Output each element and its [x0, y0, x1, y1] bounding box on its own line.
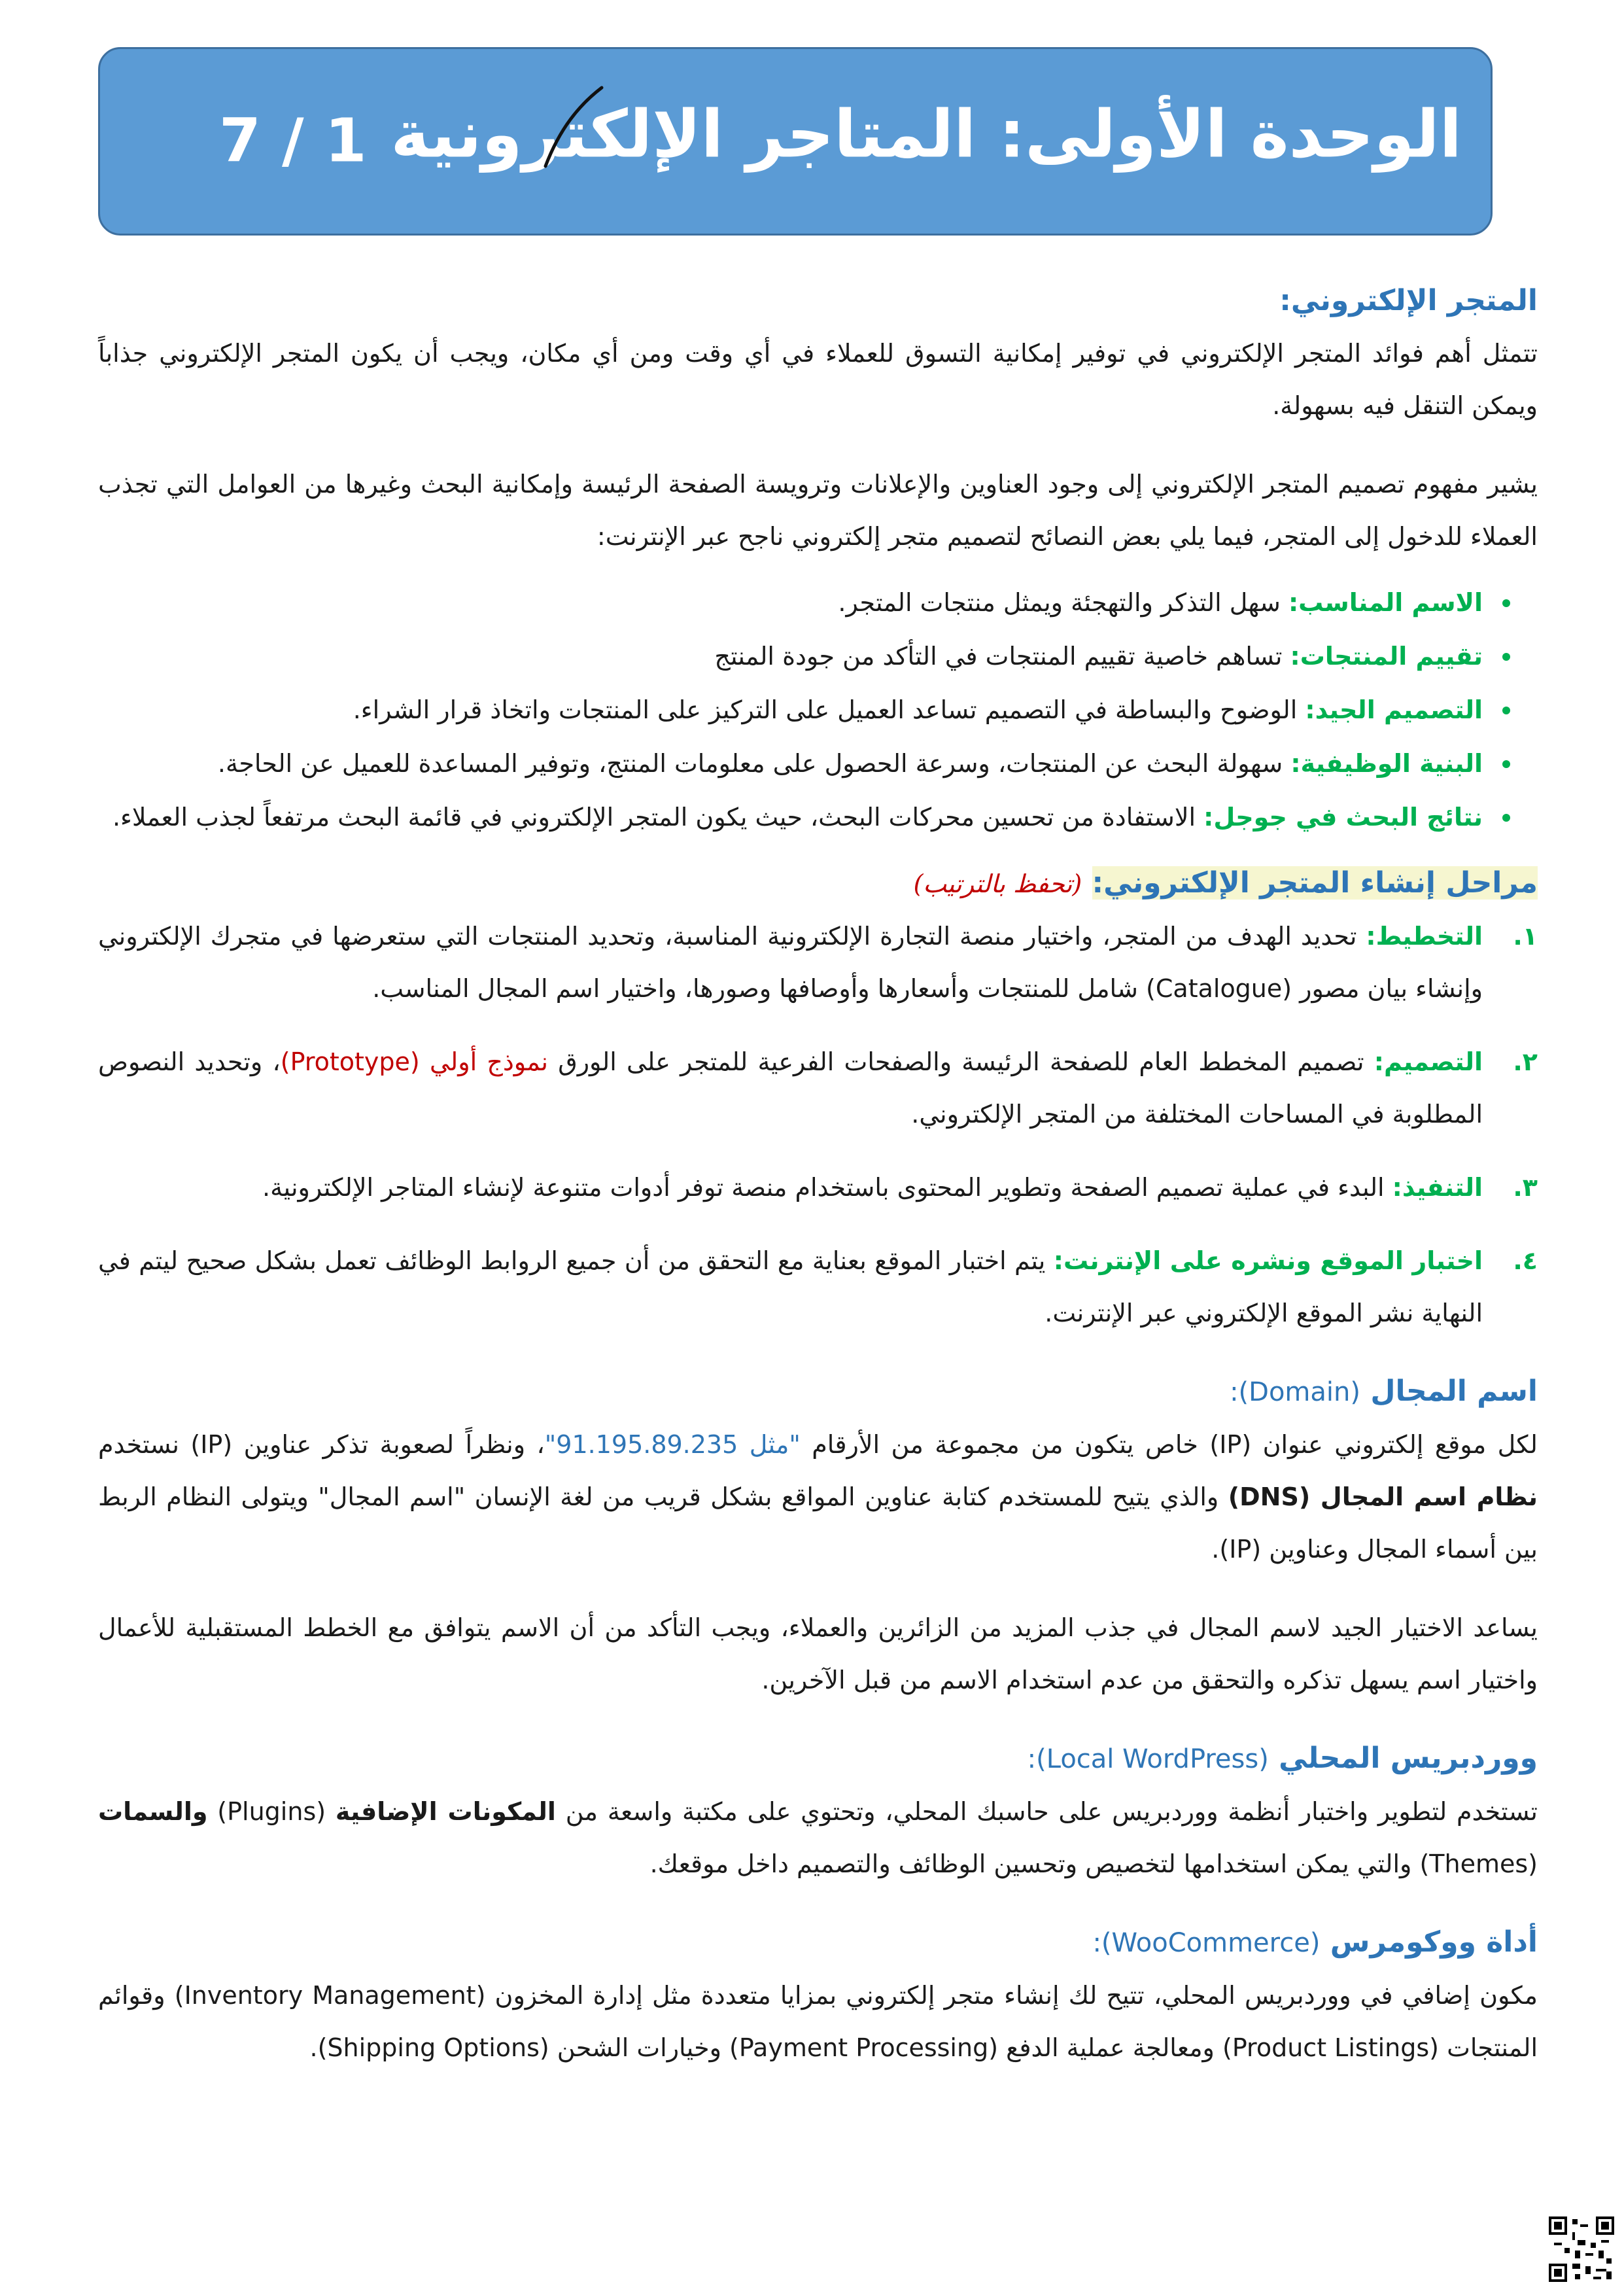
paragraph: مكون إضافي في ووردبريس المحلي، تتيح لك إنشاء متجر إلكتروني بمزايا متعددة مثل إدارة المخزون (Inventory Management) وقوائم المنتجات (Product Listings) ومعالجة عملية الدفع (Payment Processing) وخيارات الشحن (Shipping Options). [98, 1981, 1538, 2062]
paragraph: يساعد الاختيار الجيد لاسم المجال في جذب المزيد من الزائرين والعملاء، ويجب التأكد من أن الاسم يتوافق مع الخطط المستقبلية للأعمال واختيار اسم يسهل تذكره والتحقق من عدم استخدام الاسم من قبل الآخرين. [98, 1613, 1538, 1694]
page-title: الوحدة الأولى: المتاجر الإلكترونية [390, 96, 1462, 173]
paragraph: تستخدم لتطوير واختبار أنظمة ووردبريس على حاسبك المحلي، وتحتوي على مكتبة واسعة من المكونات الإضافية (Plugins) والسمات (Themes) والتي يمكن استخدامها لتخصيص وتحسين الوظائف والتصميم داخل موقعك. [98, 1797, 1538, 1878]
list-item: ٣. التنفيذ: البدء في عملية تصميم الصفحة وتطوير المحتوى باستخدام منصة توفر أدوات متنوعة لإنشاء المتاجر الإلكترونية. [262, 1173, 1538, 1202]
tips-list [98, 576, 1538, 844]
qr-code-icon [1549, 2216, 1614, 2282]
paragraph: لكل موقع إلكتروني عنوان (IP) خاص يتكون من مجموعة من الأرقام "مثل 91.195.89.235"، ونظراً لصعوبة تذكر عناوين (IP) نستخدم نظام اسم المجال (DNS) والذي يتيح للمستخدم كتابة عناوين المواقع بشكل قريب من لغة الإنسان "اسم المجال" ويتولى النظام الربط بين أسماء المجال وعناوين (IP). [98, 1430, 1538, 1564]
section-title-stages: مراحل إنشاء المتجر الإلكتروني: (تحفظ بالترتيب) [913, 866, 1538, 900]
unit-header [98, 47, 1493, 236]
section-title-store: المتجر الإلكتروني: [1279, 284, 1538, 317]
section-title-local-wordpress: ووردبريس المحلي (Local WordPress): [1027, 1742, 1538, 1775]
paragraph: يشير مفهوم تصميم المتجر الإلكتروني إلى وجود العناوين والإعلانات وترويسة الصفحة الرئيسة وإمكانية البحث وغيرها من العوامل التي تجذب العملاء للدخول إلى المتجر، فيما يلي بعض النصائح لتصميم متجر إلكتروني ناجح عبر الإنترنت: [98, 470, 1538, 551]
list-item: الاسم المناسب: سهل التذكر والتهجئة ويمثل منتجات المتجر. [98, 576, 1538, 629]
paragraph: تتمثل أهم فوائد المتجر الإلكتروني في توفير إمكانية التسوق للعملاء في أي وقت ومن أي مكان، ويجب أن يكون المتجر الإلكتروني جذاباً ويمكن التنقل فيه بسهولة. [98, 339, 1538, 420]
list-item: التصميم الجيد: الوضوح والبساطة في التصميم تساعد العميل على التركيز على المنتجات واتخاذ قرار الشراء. [98, 683, 1538, 737]
section-title-woocommerce: أداة ووكومرس (WooCommerce): [1092, 1925, 1538, 1959]
page-content [98, 275, 1538, 2074]
page-number: 7 / 1 [219, 105, 367, 176]
handwritten-stroke-icon [534, 82, 612, 174]
list-item: تقييم المنتجات: تساهم خاصية تقييم المنتجات في التأكد من جودة المنتج [98, 629, 1538, 683]
list-item: ٢. التصميم: تصميم المخطط العام للصفحة الرئيسة والصفحات الفرعية للمتجر على الورق نموذج أولي (Prototype)، وتحديد النصوص المطلوبة في المساحات المختلفة من المتجر الإلكتروني. [98, 1047, 1538, 1129]
section-title-domain: اسم المجال (Domain): [1230, 1375, 1538, 1408]
handwritten-note: (تحفظ بالترتيب) [913, 869, 1082, 898]
list-item: ١. التخطيط: تحديد الهدف من المتجر، واختيار منصة التجارة الإلكترونية المناسبة، وتحديد المنتجات التي ستعرضها في متجرك الإلكتروني وإنشاء بيان مصور (Catalogue) شامل للمنتجات وأسعارها وأوصافها وصورها، واختيار اسم المجال المناسب. [98, 922, 1538, 1003]
stages-list [98, 910, 1538, 1339]
list-item: نتائج البحث في جوجل: الاستفادة من تحسين محركات البحث، حيث يكون المتجر الإلكتروني في قائمة البحث مرتفعاً لجذب العملاء. [98, 790, 1538, 844]
list-item: ٤. اختبار الموقع ونشره على الإنترنت: يتم اختبار الموقع بعناية مع التحقق من أن جميع الروابط الوظائف تعمل بشكل صحيح ليتم في النهاية نشر الموقع الإلكتروني عبر الإنترنت. [98, 1246, 1538, 1327]
list-item: البنية الوظيفية: سهولة البحث عن المنتجات، وسرعة الحصول على معلومات المنتج، وتوفير المساعدة للعميل عن الحاجة. [98, 737, 1538, 790]
